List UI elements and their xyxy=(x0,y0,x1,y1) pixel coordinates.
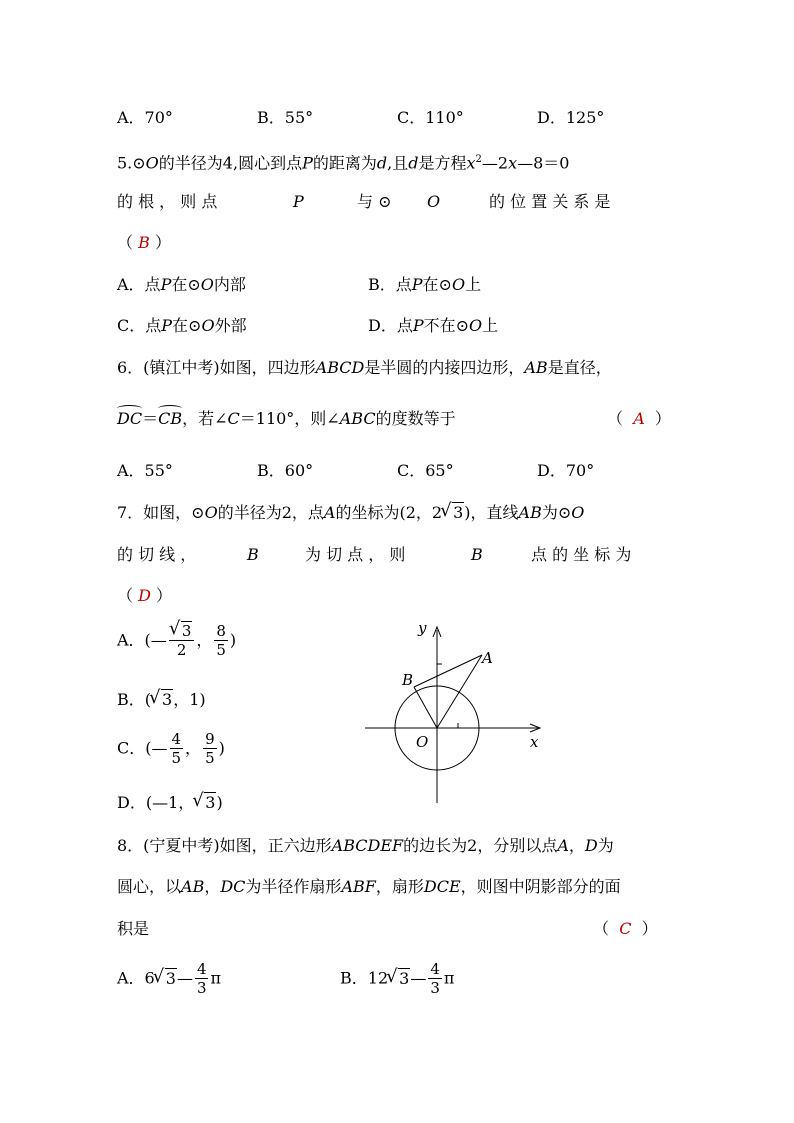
segment-ob xyxy=(414,687,437,728)
q6-option-b: B．60° xyxy=(257,461,314,480)
q7-answer-paren: （ D ） xyxy=(117,586,173,605)
q6-option-d: D．70° xyxy=(537,461,595,480)
q5-stem-line2: 的 根 ， 则 点 P 与 ⊙ O 的 位 置 关 系 是 xyxy=(117,192,611,211)
q8-stem-line3: 积是 （ C ） xyxy=(117,919,658,938)
q7-stem-line2: 的 切 线 ， B 为 切 点 ， 则 B 点 的 坐 标 为 xyxy=(117,545,632,564)
q6-answer: A xyxy=(633,409,645,428)
q7-option-c: C．(— $\frac{4}{5}$ ， $\frac{9}{5}$ ) xyxy=(117,730,225,767)
q5-option-b: B．点P在⊙O上 xyxy=(368,275,482,294)
q6-stem-line2: DC＝CB，若∠C＝110°，则∠ABC的度数等于 （ A ） xyxy=(117,409,671,428)
arc-cb: CB xyxy=(158,409,183,428)
label-b: B xyxy=(402,671,414,689)
q7-answer: D xyxy=(138,586,151,605)
q8-option-b: B．12√ 3— $\frac{4}{3}$ π xyxy=(340,960,454,997)
q5-option-a: A．点P在⊙O内部 xyxy=(117,275,246,294)
q6-stem-line1: 6．(镇江中考)如图，四边形ABCD是半圆的内接四边形，AB是直径， xyxy=(117,358,612,377)
q8-answer-paren: （ C ） xyxy=(593,919,658,938)
q7-figure xyxy=(360,615,550,810)
q4-option-b: B．55° xyxy=(257,108,314,127)
q4-option-d: D．125° xyxy=(537,108,605,127)
q8-answer: C xyxy=(619,919,632,938)
arc-dc: DC xyxy=(117,409,143,428)
q7-option-d: D．(—1，√ 3) xyxy=(117,793,223,813)
q8-stem-line2: 圆心，以AB，DC为半径作扇形ABF，扇形DCE，则图中阴影部分的面 xyxy=(117,877,621,896)
label-x: x xyxy=(530,733,539,751)
q7-option-b: B．(√ 3，1) xyxy=(117,690,206,710)
q8-option-a: A．6√ 3— $\frac{4}{3}$ π xyxy=(117,960,221,997)
q5-answer-paren: （ B ） xyxy=(117,233,171,252)
q4-option-a: A．70° xyxy=(117,108,173,127)
q6-option-a: A．55° xyxy=(117,461,173,480)
q5-option-d: D．点P不在⊙O上 xyxy=(368,316,499,335)
label-o: O xyxy=(416,733,429,751)
label-y: y xyxy=(418,619,427,637)
q5-answer: B xyxy=(138,233,150,252)
q6-option-c: C．65° xyxy=(397,461,454,480)
q5-option-c: C．点P在⊙O外部 xyxy=(117,316,247,335)
label-a: A xyxy=(482,649,493,667)
q8-stem-line1: 8．(宁夏中考)如图，正六边形ABCDEF的边长为2，分别以点A，D为 xyxy=(117,836,614,855)
q4-option-c: C．110° xyxy=(397,108,464,127)
q7-stem-line1: 7．如图，⊙O的半径为2，点A的坐标为(2，2√ 3)，直线AB为⊙O xyxy=(117,503,584,523)
q7-option-a: A．(— √ $\frac{3}{2}$ ， $\frac{8}{5}$ ) xyxy=(117,622,236,659)
q5-stem-line1: 5.⊙O的半径为4,圆心到点P的距离为d,且d是方程$x^2—2x—8=0$ xyxy=(117,153,570,173)
q6-answer-paren: （ A ） xyxy=(607,409,671,428)
